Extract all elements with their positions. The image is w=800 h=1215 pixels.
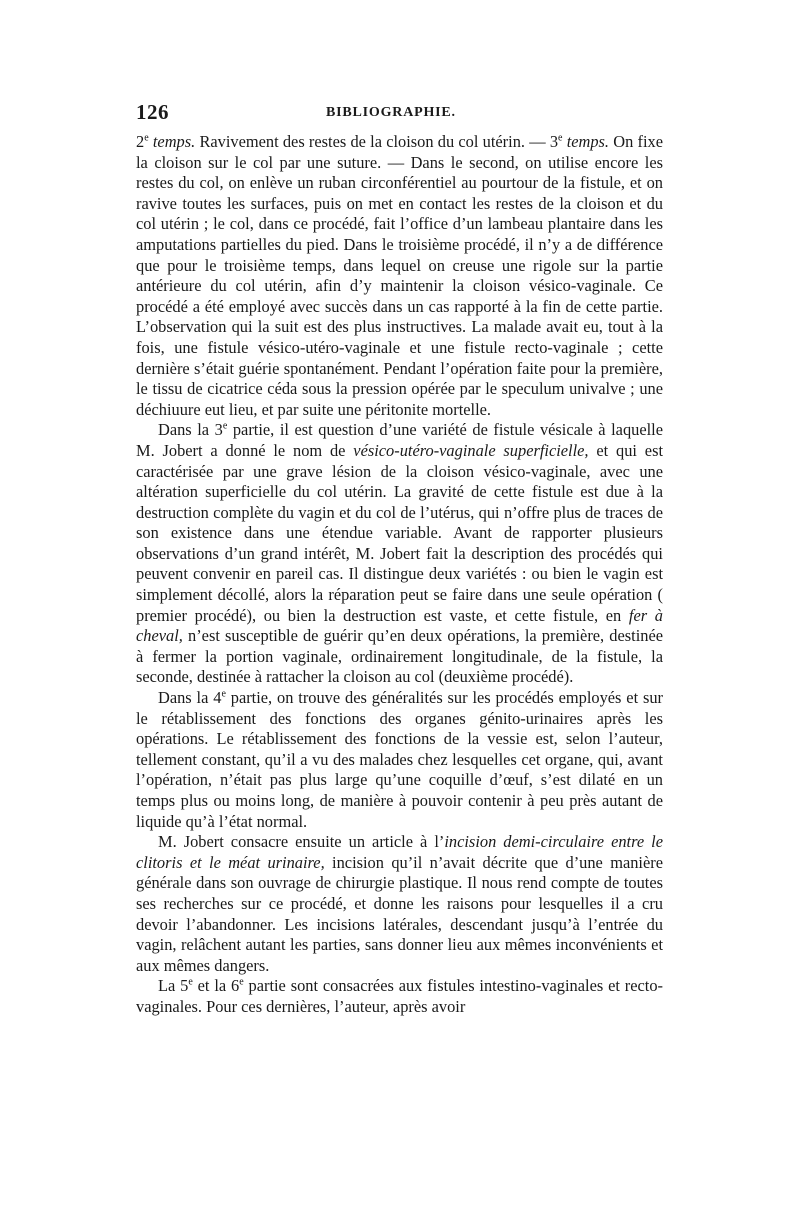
ordinal-superscript: e — [144, 132, 149, 144]
page-number: 126 — [136, 100, 169, 124]
italic-text: vésico-utéro-vaginale superficielle, — [353, 440, 589, 460]
paragraph — [136, 688, 663, 832]
text-run: et la 6 — [192, 976, 240, 996]
text-run: Dans la 3 — [158, 420, 223, 440]
italic-text: fer à cheval, — [136, 605, 663, 646]
running-head: BIBLIOGRAPHIE. — [326, 105, 456, 120]
text-run: On fixe la cloison sur le col par une suture. — Dans le second, on utilise encore les restes du col, on enlève un ruban circonférentiel au pourtour de la fistule, et on ravive toutes les surfaces, puis on met en contact les restes de la cloison et du col utérin ; le col, dans ce procédé, fait l’office d’un lambeau plantaire dans les amputations partielles du pied. Dans le troisième procédé, il n’y a de différence que pour le troisième temps, dans lequel on creuse une rigole sur la partie antérieure du col utérin, afin d’y maintenir la cloison vésico-vaginale. Ce procédé a été employé avec succès dans un cas rapporté à la fin de cette partie. L’observation qui la suit est des plus instructives. La malade avait eu, tout à la fois, une fistule vésico-utéro-vaginale et une fistule recto-vaginale ; cette dernière s’était guérie spontanément. Pendant l’opération faite pour la première, le tissu de cicatrice céda sous la pression opérée par le speculum univalve ; une déchiuure eut lieu, et par suite une péritonite mortelle. — [136, 132, 663, 419]
paragraph — [136, 132, 663, 420]
body-text — [136, 132, 663, 1018]
italic-text: incision demi-circulaire entre le clitoris et le méat urinaire, — [136, 832, 663, 872]
text-run: La 5 — [158, 976, 189, 996]
text-run: partie sont consacrées aux fistules intestino-vaginales et recto-vaginales. Pour ces dernières, l’auteur, après avoir — [136, 976, 663, 1016]
page-header — [136, 100, 663, 126]
ordinal-superscript: e — [188, 976, 193, 988]
ordinal-superscript: e — [239, 976, 244, 988]
ordinal-superscript: e — [558, 132, 563, 144]
text-run: Dans la 4 — [158, 688, 222, 708]
paragraph — [136, 420, 663, 688]
text-run: 2 — [136, 132, 145, 151]
text-run: M. Jobert consacre ensuite un article à l’ — [158, 832, 445, 852]
text-run: n’est susceptible de guérir qu’en deux opérations, la première, destinée à fermer la portion vaginale, ordinairement longitudinale, de la fistule, la seconde, destinée à rattacher la cloison au col (deuxième procédé). — [136, 626, 663, 687]
italic-text: temps. — [148, 132, 196, 151]
text-run: et qui est caractérisée par une grave lésion de la cloison vésico-vaginale, avec une altération superficielle du col utérin. La gravité de cette fistule est due à la destruction complète du vagin et du col de l’utérus, qui n’offre plus de traces de son existence dans une étendue variable. Avant de rapporter plusieurs observations d’un grand intérêt, M. Jobert fait la description des procédés qui peuvent convenir en pareil cas. Il distingue deux variétés : ou bien le vagin est simplement décollé, alors la réparation peut se faire dans une seule opération ( premier procédé), ou bien la destruction est vaste, et cette fistule, en — [136, 440, 664, 625]
text-run: Ravivement des restes de la cloison du col utérin. — 3 — [195, 132, 559, 151]
paragraph — [136, 832, 663, 976]
text-run: incision qu’il n’avait décrite que d’une manière générale dans son ouvrage de chirurgie plastique. Il nous rend compte de toutes ses recherches sur ce procédé, et donne les raisons pour lesquelles il a cru devoir l’abandonner. Les incisions latérales, descendant jusqu’à l’entrée du vagin, relâchent autant les parties, sans donner lieu aux mêmes inconvénients et aux mêmes dangers. — [136, 852, 663, 975]
italic-text: temps. — [562, 132, 610, 151]
book-page — [136, 100, 663, 1018]
text-run: partie, on trouve des généralités sur les procédés employés et sur le rétablissement des fonctions des organes génito-urinaires après les opérations. Le rétablissement des fonctions de la vessie est, selon l’auteur, tellement constant, qu’il a vu des malades chez lesquelles cet organe, qui, avant l’opération, n’était pas plus large qu’une coquille d’œuf, s’est dilaté en un temps plus ou moins long, de manière à pouvoir contenir à peu près autant de liquide qu’à l’état normal. — [136, 688, 664, 831]
paragraph — [136, 976, 663, 1017]
ordinal-superscript: e — [222, 420, 228, 432]
ordinal-superscript: e — [221, 688, 226, 700]
text-run: partie, il est question d’une variété de fistule vésicale à laquelle M. Jobert a donné le nom de — [136, 420, 664, 460]
